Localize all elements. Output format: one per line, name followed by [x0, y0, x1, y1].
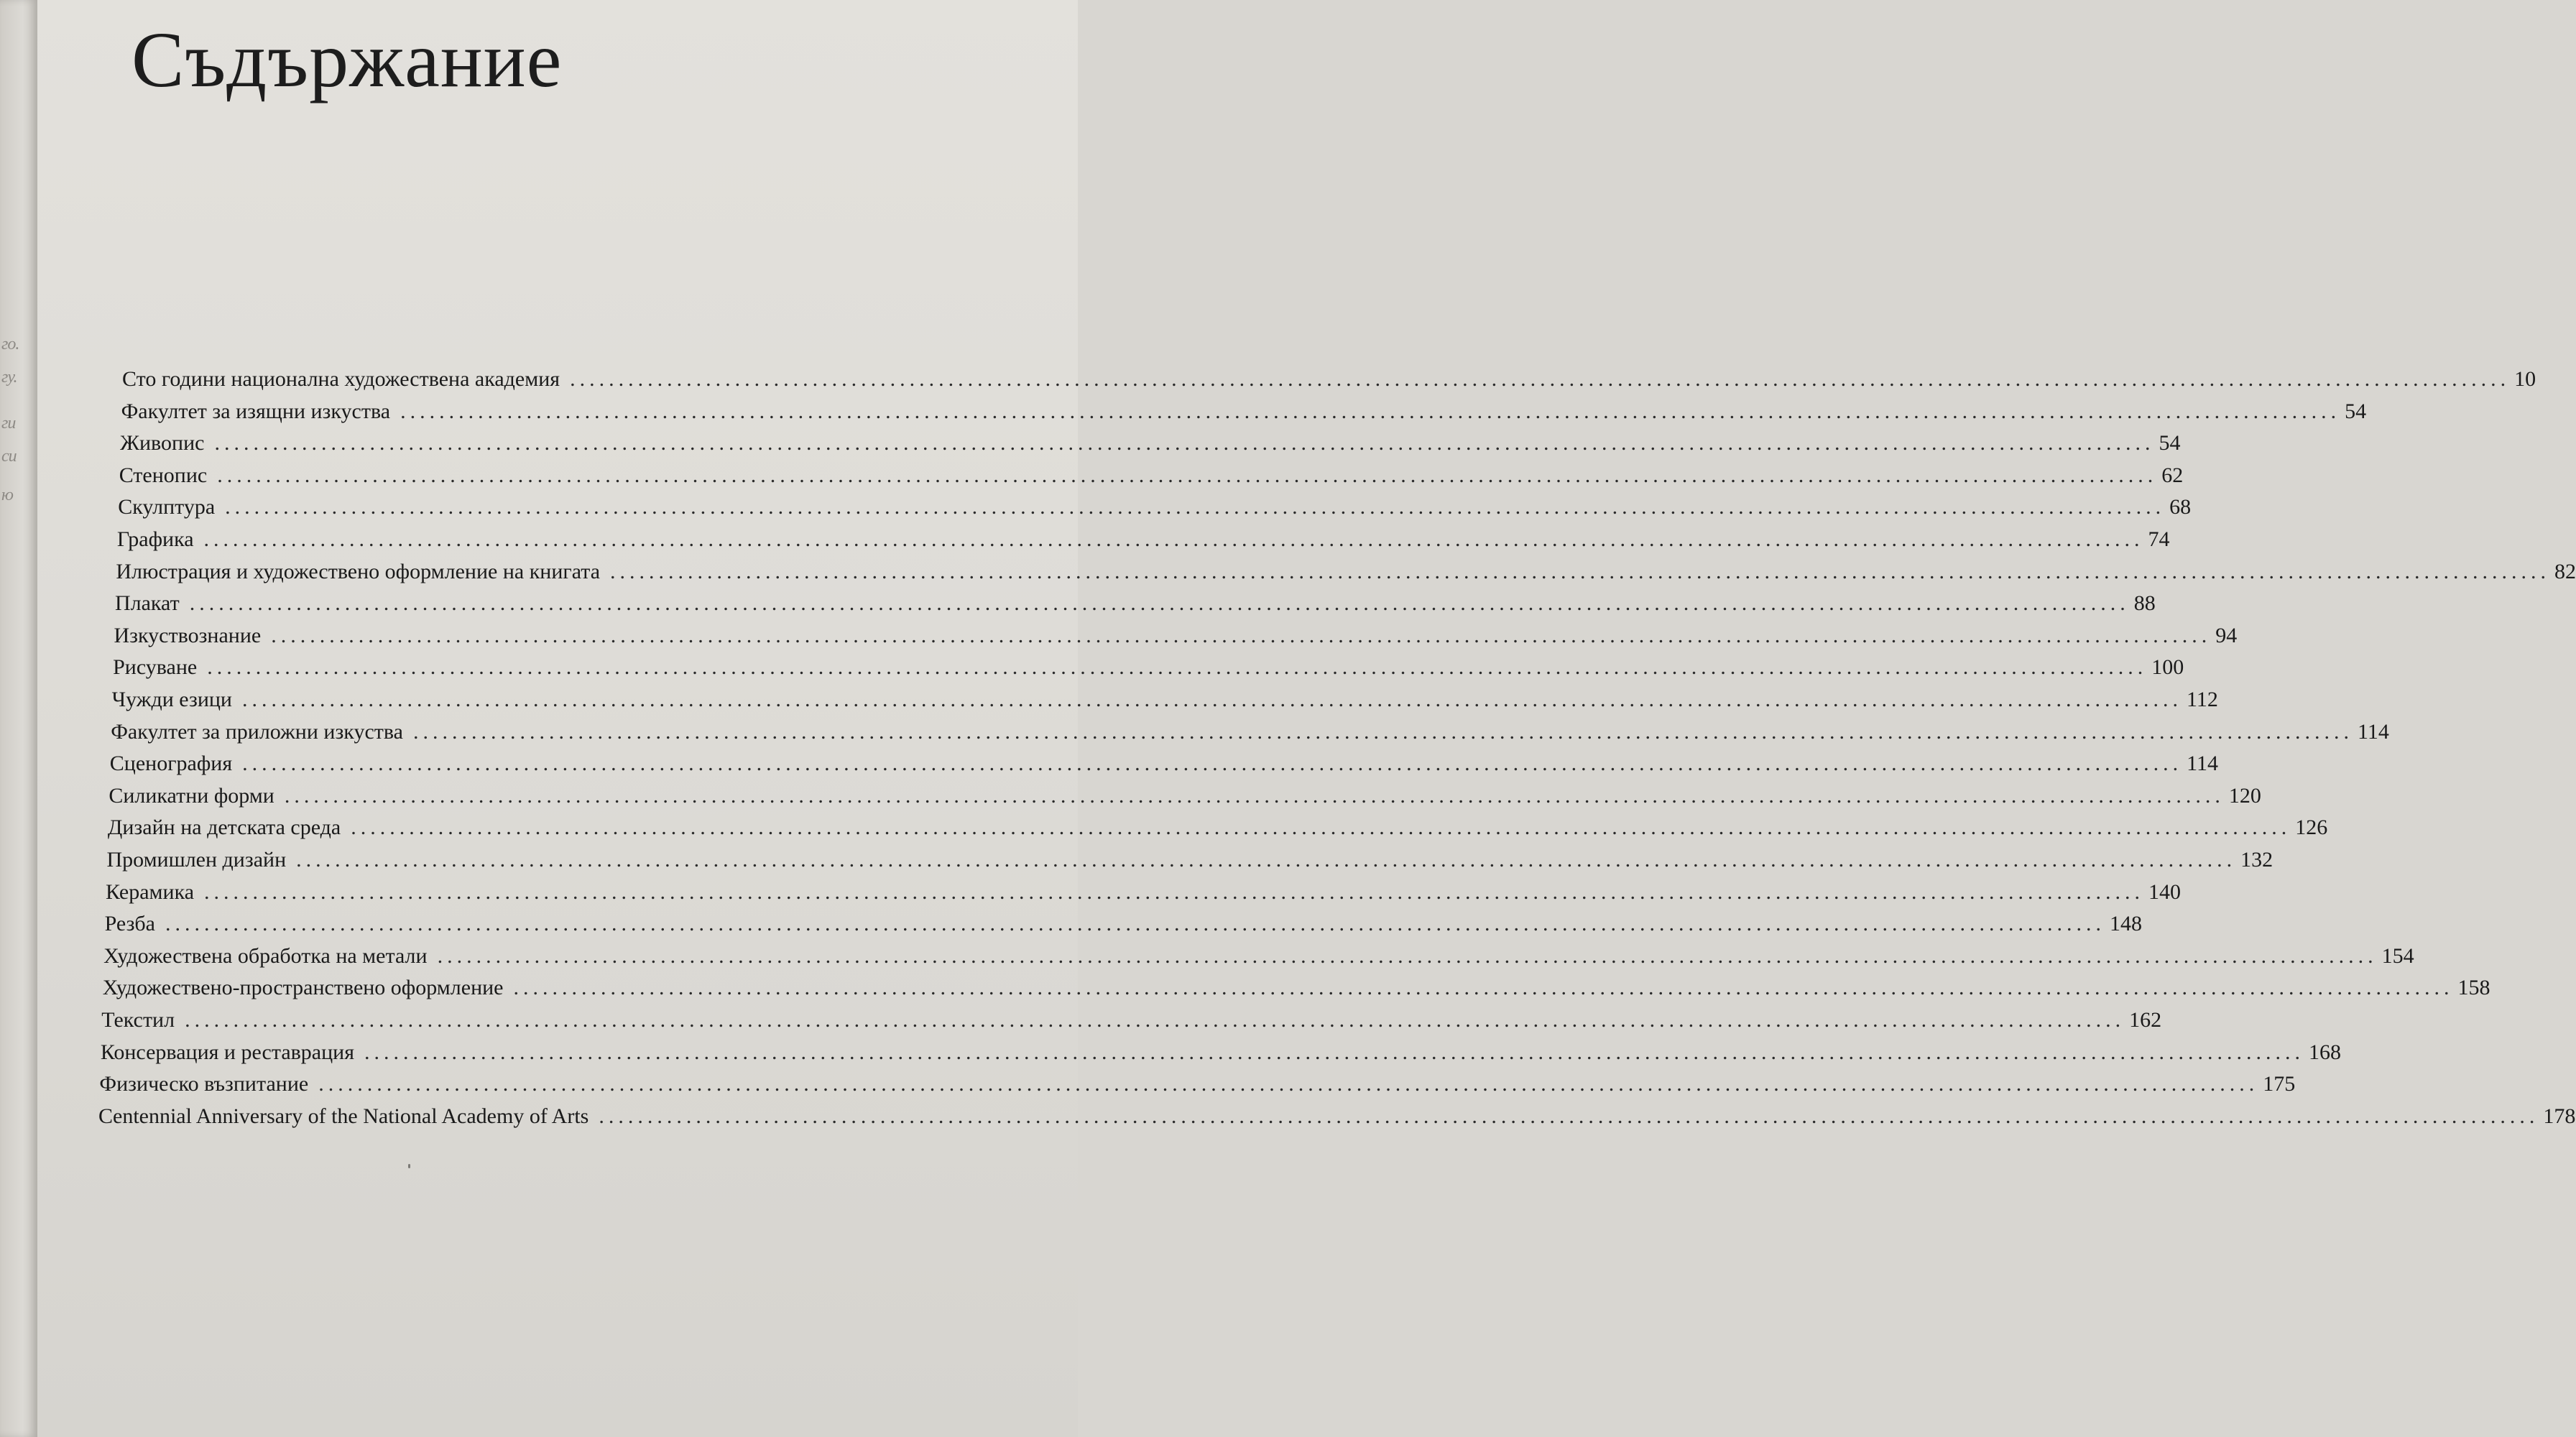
toc-entry: [111, 687, 2218, 713]
toc-entry-page-number: 126: [2295, 815, 2328, 840]
toc-entry: [109, 751, 2219, 777]
toc-entry-title: Физическо възпитание: [99, 1072, 309, 1096]
toc-entry-page-number: 140: [2148, 879, 2182, 904]
toc-entry-title: Факултет за приложни изкуства: [111, 719, 403, 744]
toc-entry: [102, 975, 2490, 1001]
toc-entry-page-number: 100: [2151, 655, 2184, 680]
toc-entry-title: Резба: [104, 912, 155, 936]
toc-entry: [116, 559, 2576, 585]
toc-entry: [114, 623, 2238, 649]
toc-entry-title: Сто години национална художествена академия: [122, 367, 560, 391]
toc-entry-title: Керамика: [106, 879, 195, 904]
toc-leader-dots: ........................................................................................................................................................................................................: [214, 431, 2155, 456]
toc-entry-page-number: 94: [2215, 623, 2238, 647]
toc-entry-title: Факултет за изящни изкуства: [121, 399, 391, 423]
toc-entry: [101, 1007, 2162, 1033]
toc-leader-dots: ........................................................................................................................................................................................................: [204, 879, 2145, 904]
toc-entry: [103, 943, 2414, 969]
toc-entry: [122, 366, 2536, 392]
toc-entry-title: Графика: [116, 527, 194, 551]
toc-entry-title: Текстил: [101, 1008, 175, 1032]
left-page-fragment: гу.: [1, 368, 17, 387]
toc-entry: [111, 719, 2389, 745]
toc-leader-dots: ........................................................................................................................................................................................................: [318, 1072, 2259, 1096]
left-page-fragment: ю: [1, 486, 13, 504]
toc-entry: [114, 591, 2156, 616]
toc-entry: [104, 911, 2142, 937]
toc-entry-page-number: 168: [2309, 1040, 2342, 1064]
toc-entry: [109, 783, 2261, 809]
toc-leader-dots: ........................................................................................................................................................................................................: [203, 527, 2144, 551]
toc-leader-dots: ........................................................................................................................................................................................................: [185, 1008, 2125, 1032]
toc-entry: [106, 847, 2273, 873]
toc-leader-dots: ........................................................................................................................................................................................................: [189, 591, 2130, 616]
toc-entry-page-number: 148: [2110, 912, 2142, 936]
left-page-fragment: го.: [1, 335, 19, 354]
page-title: Съдържание: [131, 16, 563, 103]
toc-entry-title: Дизайн на детската среда: [107, 815, 341, 840]
toc-entry: [106, 879, 2182, 905]
left-page-fragment: си: [1, 447, 17, 466]
toc-leader-dots: ........................................................................................................................................................................................................: [437, 943, 2378, 968]
toc-entry-title: Илюстрация и художествено оформление на книгата: [116, 559, 601, 583]
toc-leader-dots: ........................................................................................................................................................................................................: [271, 623, 2212, 647]
toc-entry: [121, 399, 2367, 425]
toc-entry: [99, 1071, 2296, 1097]
toc-leader-dots: ........................................................................................................................................................................................................: [225, 495, 2166, 519]
toc-leader-dots: ........................................................................................................................................................................................................: [165, 912, 2105, 936]
toc-leader-dots: ........................................................................................................................................................................................................: [296, 848, 2237, 872]
toc-entry-title: Живопис: [120, 431, 205, 456]
toc-entry-page-number: 114: [2357, 719, 2389, 744]
toc-entry-title: Плакат: [114, 591, 180, 616]
toc-entry-page-number: 54: [2345, 399, 2367, 423]
toc-entry-page-number: 154: [2381, 943, 2414, 968]
toc-entry: [113, 655, 2184, 680]
toc-entry-page-number: 62: [2161, 463, 2184, 487]
toc-entry-page-number: 162: [2129, 1008, 2162, 1032]
toc-leader-dots: ........................................................................................................................................................................................................: [400, 399, 2341, 423]
toc-entry-title: Сценография: [109, 752, 233, 776]
toc-entry: [107, 815, 2328, 841]
toc-entry-page-number: 175: [2263, 1072, 2296, 1096]
toc-entry-title: Изкуствознание: [114, 623, 262, 647]
toc-leader-dots: ........................................................................................................................................................................................................: [351, 815, 2291, 840]
toc-entry-page-number: 112: [2186, 688, 2218, 711]
toc-entry: [120, 430, 2181, 456]
toc-leader-dots: ........................................................................................................................................................................................................: [412, 719, 2353, 744]
toc-leader-dots: ........................................................................................................................................................................................................: [364, 1040, 2305, 1064]
left-page-fragment: ги: [1, 414, 16, 433]
toc-entry-title: Чужди езици: [111, 688, 232, 711]
toc-entry-page-number: 10: [2514, 367, 2536, 391]
toc-entry: [98, 1104, 2576, 1129]
toc-leader-dots: ........................................................................................................................................................................................................: [217, 463, 2158, 487]
toc-entry-title: Художествена обработка на метали: [103, 943, 428, 968]
toc-entry-page-number: 178: [2543, 1104, 2576, 1128]
toc-entry-title: Centennial Anniversary of the National Academy of Arts: [98, 1104, 589, 1128]
toc-entry-page-number: 120: [2228, 783, 2261, 808]
toc-leader-dots: ........................................................................................................................................................................................................: [242, 752, 2183, 776]
toc-entry-title: Скулптура: [118, 495, 216, 519]
toc-leader-dots: ........................................................................................................................................................................................................: [570, 367, 2511, 391]
toc-entry: [118, 494, 2192, 520]
toc-entry-title: Силикатни форми: [109, 783, 274, 808]
toc-entry-page-number: 158: [2457, 976, 2490, 1000]
toc-entry: [119, 463, 2184, 489]
toc-leader-dots: ........................................................................................................................................................................................................: [610, 559, 2551, 583]
toc-leader-dots: ........................................................................................................................................................................................................: [241, 688, 2182, 711]
toc-leader-dots: ........................................................................................................................................................................................................: [207, 655, 2148, 680]
toc-entry-page-number: 82: [2554, 559, 2576, 583]
toc-entry: [100, 1040, 2342, 1066]
toc-entry-title: Консервация и реставрация: [100, 1040, 355, 1064]
toc-entry-title: Промишлен дизайн: [106, 848, 287, 872]
toc-entry-page-number: 132: [2240, 848, 2273, 872]
toc-entry-page-number: 74: [2148, 527, 2170, 551]
paper-speck: [408, 1164, 410, 1168]
toc-entry-title: Художествено-пространствено оформление: [102, 976, 504, 1000]
toc-entry-page-number: 114: [2187, 752, 2219, 776]
toc-leader-dots: ........................................................................................................................................................................................................: [599, 1104, 2539, 1128]
toc-entry-page-number: 54: [2159, 431, 2181, 456]
toc-entry-title: Стенопис: [119, 463, 208, 487]
toc-entry: [116, 527, 2170, 553]
toc-leader-dots: ........................................................................................................................................................................................................: [513, 976, 2454, 1000]
toc-entry-page-number: 68: [2169, 495, 2192, 519]
toc-entry-page-number: 88: [2133, 591, 2156, 616]
toc-entry-title: Рисуване: [113, 655, 198, 680]
toc-leader-dots: ........................................................................................................................................................................................................: [284, 783, 2225, 808]
